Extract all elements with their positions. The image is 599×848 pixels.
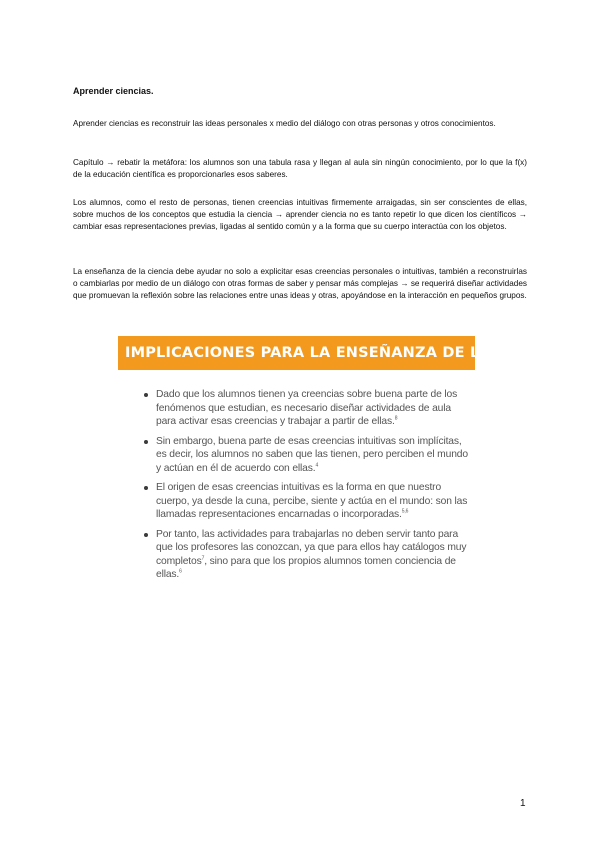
- bullet-text: El origen de esas creencias intuitivas es la forma en que nuestro cuerpo, ya desde la cuna, percibe, siente y actúa en el mundo: son las llamadas representaciones encarnadas o incorporadas.: [156, 482, 468, 520]
- footnote-ref: 5,6: [401, 508, 409, 515]
- paragraph-3: Los alumnos, como el resto de personas, tienen creencias intuitivas firmemente arraigadas, sin ser conscientes de ellas, sobre muchos de los conceptos que estudia la ciencia → aprender ciencia no es tanto repetir lo que dicen los científicos → cambiar esas representaciones previas, ligadas al sentido común y a la forma que su cuerpo interactúa con los objetos.: [73, 198, 527, 231]
- page-number: 1: [520, 798, 526, 809]
- list-item: [144, 388, 472, 429]
- paragraph-4: La enseñanza de la ciencia debe ayudar no solo a explicitar esas creencias personales o intuitivas, también a reconstruirlas o cambiarlas por medio de un diálogo con otras formas de saber y pensar más complejas → se requerirá diseñar actividades que promuevan la reflexión sobre las relaciones entre unas ideas y otras, apoyándose en la interacción en pequeños grupos.: [73, 267, 527, 300]
- implications-list: [144, 388, 472, 588]
- footnote-ref: 7: [201, 555, 205, 562]
- document-title: Aprender ciencias.: [73, 86, 154, 96]
- list-item: [144, 481, 472, 522]
- footnote-ref: 6: [179, 568, 182, 575]
- bullet-icon: [144, 393, 148, 397]
- bullet-text: Sin embargo, buena parte de esas creencias intuitivas son implícitas, es decir, los alumnos no saben que las tienen, pero perciben el mundo y actúan en él de acuerdo con ellas.: [156, 435, 468, 474]
- footnote-ref: 8: [394, 415, 398, 422]
- bullet-icon: [144, 486, 148, 490]
- figure-banner-title: IMPLICACIONES PARA LA ENSEÑANZA DE LAS CIENCIAS: [118, 336, 475, 370]
- list-item: [144, 435, 472, 476]
- implications-figure: [118, 332, 585, 584]
- bullet-text: Dado que los alumnos tienen ya creencias sobre buena parte de los fenómenos que estudian, es necesario diseñar actividades de aula para activar esas creencias y trabajar a partir de ellas.: [156, 389, 458, 427]
- paragraph-2: Capítulo → rebatir la metáfora: los alumnos son una tabula rasa y llegan al aula sin ningún conocimiento, por lo que la f(x) de la educación científica es proporcionarles esos saberes.: [73, 158, 527, 179]
- bullet-icon: [144, 440, 148, 444]
- footnote-ref: 4: [315, 462, 319, 469]
- bullet-icon: [144, 533, 148, 537]
- bullet-text: Por tanto, las actividades para trabajarlas no deben servir tanto para que los profesores las conozcan, ya que para ellos hay catálogos muy completos: [156, 528, 467, 567]
- list-item: [144, 528, 472, 582]
- paragraph-1: Aprender ciencias es reconstruir las ideas personales x medio del diálogo con otras personas y otros conocimientos.: [73, 119, 496, 128]
- bullet-text-continued: , sino para que los propios alumnos tomen conciencia de ellas.: [156, 555, 456, 580]
